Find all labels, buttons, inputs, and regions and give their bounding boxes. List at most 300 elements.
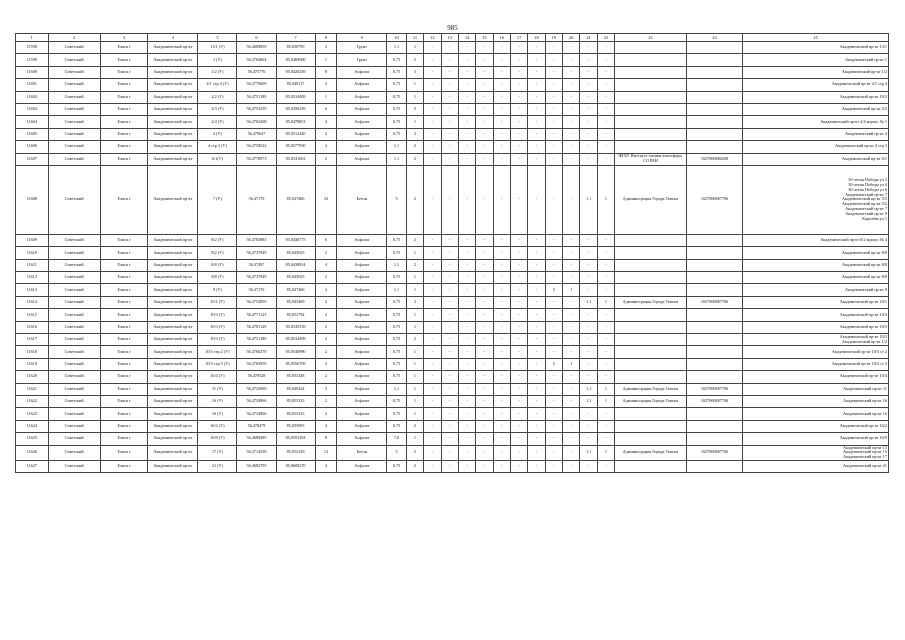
table-cell: - — [458, 395, 475, 407]
table-cell: 56,478479 — [237, 420, 276, 432]
table-cell: 1,1 — [580, 383, 597, 395]
table-cell: Асфальт — [337, 79, 387, 91]
table-cell: Академический пр-кт 8/8 — [743, 259, 889, 271]
table-cell: Академический пр-кт — [148, 259, 198, 271]
table-cell: - — [563, 296, 580, 308]
table-cell: 1 — [406, 371, 423, 383]
table-cell: Томск г — [100, 408, 148, 420]
table-cell: Томск г — [100, 272, 148, 284]
table-cell: 6 — [315, 234, 337, 246]
table-cell: 7 (У) — [198, 165, 237, 234]
table-cell: - — [597, 234, 614, 246]
table-cell: 2 — [315, 79, 337, 91]
table-cell: 85,052129 — [276, 445, 315, 460]
table-cell: - — [563, 321, 580, 333]
table-cell: 56,4682795 — [237, 461, 276, 473]
table-cell: - — [510, 461, 527, 473]
table-cell: 2 — [406, 128, 423, 140]
table-cell: 56,4764664 — [237, 54, 276, 66]
table-cell: - — [424, 128, 441, 140]
table-cell: 85,043469 — [276, 296, 315, 308]
table-cell: Грунт — [337, 54, 387, 66]
table-cell: 10/4 (У) — [198, 371, 237, 383]
table-cell: Академический пр-кт — [148, 141, 198, 153]
table-cell: Академический пр-кт — [148, 42, 198, 54]
table-cell: - — [597, 284, 614, 296]
table-cell: - — [597, 141, 614, 153]
table-cell: - — [597, 79, 614, 91]
table-cell — [615, 346, 687, 358]
table-cell — [615, 66, 687, 78]
table-cell: 2 — [315, 309, 337, 321]
table-cell: - — [493, 461, 510, 473]
table-cell: - — [493, 153, 510, 165]
table-cell: - — [528, 141, 545, 153]
table-cell: - — [424, 103, 441, 115]
table-cell: Академический пр-кт — [148, 284, 198, 296]
table-cell: Асфальт — [337, 296, 387, 308]
table-cell: - — [458, 321, 475, 333]
table-cell: - — [528, 321, 545, 333]
table-cell: 56,479627 — [237, 128, 276, 140]
table-cell: - — [563, 395, 580, 407]
table-cell: - — [476, 272, 493, 284]
table-cell: Академический пр-кт 10/3 — [743, 309, 889, 321]
table-cell: - — [458, 259, 475, 271]
table-cell: 56,4781129 — [237, 321, 276, 333]
table-cell: - — [424, 116, 441, 128]
table-cell: - — [545, 296, 562, 308]
table-cell: 0,75 — [387, 461, 407, 473]
table-cell: 85,049117 — [276, 79, 315, 91]
table-cell: 11605 — [16, 128, 49, 140]
address-line: Академический пр-кт 15 — [843, 449, 887, 455]
table-cell — [686, 334, 742, 346]
table-cell: - — [580, 54, 597, 66]
table-cell: 0,75 — [387, 79, 407, 91]
table-cell: - — [424, 334, 441, 346]
table-cell: - — [528, 128, 545, 140]
table-cell: - — [424, 358, 441, 370]
table-cell: 3 — [406, 66, 423, 78]
table-cell: 1,1 — [580, 445, 597, 460]
table-cell: 11603 — [16, 103, 49, 115]
table-cell: Томск г — [100, 247, 148, 259]
table-cell: Администрация Города Томска — [615, 445, 687, 460]
table-cell: - — [580, 103, 597, 115]
table-cell: - — [510, 321, 527, 333]
table-cell: - — [493, 66, 510, 78]
address-line: Королёва ул 1 — [862, 215, 887, 221]
table-cell: Советский — [48, 296, 100, 308]
table-cell: - — [476, 153, 493, 165]
table-cell: - — [424, 371, 441, 383]
table-row — [16, 358, 889, 370]
table-cell: - — [476, 395, 493, 407]
table-cell: 9 (У) — [198, 284, 237, 296]
registry-sheet — [15, 33, 889, 473]
table-cell: Асфальт — [337, 395, 387, 407]
table-cell: 1 (У) — [198, 54, 237, 66]
table-cell: - — [510, 346, 527, 358]
table-cell: - — [510, 153, 527, 165]
table-row — [16, 259, 889, 271]
table-cell — [743, 445, 889, 460]
table-cell: - — [458, 358, 475, 370]
table-cell: - — [580, 358, 597, 370]
table-cell: 1027000880268 — [686, 153, 742, 165]
table-cell: - — [424, 91, 441, 103]
table-cell: - — [510, 371, 527, 383]
table-cell: - — [441, 141, 458, 153]
table-cell: - — [441, 42, 458, 54]
table-cell: - — [493, 383, 510, 395]
table-cell: Академический пр-кт 21 — [743, 461, 889, 473]
table-cell: Советский — [48, 141, 100, 153]
table-cell: - — [545, 234, 562, 246]
table-cell: - — [545, 309, 562, 321]
table-cell — [615, 309, 687, 321]
table-cell: 1,1 — [580, 165, 597, 234]
table-cell: - — [441, 445, 458, 460]
table-cell: - — [441, 358, 458, 370]
table-cell: 56,4753239 — [237, 103, 276, 115]
table-row — [16, 165, 889, 234]
table-cell: - — [476, 116, 493, 128]
table-cell: Томск г — [100, 309, 148, 321]
table-cell: - — [545, 408, 562, 420]
table-cell: 1 — [406, 346, 423, 358]
table-cell: - — [528, 42, 545, 54]
table-cell: Советский — [48, 408, 100, 420]
table-cell: 4 — [315, 420, 337, 432]
table-cell: - — [476, 54, 493, 66]
table-cell: - — [510, 66, 527, 78]
table-cell: Академический пр-кт — [148, 445, 198, 460]
table-cell: 56,4765208 — [237, 116, 276, 128]
table-cell: - — [458, 54, 475, 66]
table-cell: 10/3 (У) — [198, 321, 237, 333]
table-cell: - — [441, 296, 458, 308]
table-cell: - — [510, 433, 527, 445]
table-cell: Академический пр-кт — [148, 395, 198, 407]
table-cell: - — [528, 461, 545, 473]
table-cell: - — [580, 141, 597, 153]
table-cell: - — [458, 91, 475, 103]
address-line: Академический пр-кт 3/3 — [841, 196, 887, 202]
table-cell: Академический пр-кт — [148, 334, 198, 346]
table-cell: - — [563, 309, 580, 321]
table-cell: - — [458, 42, 475, 54]
table-cell: - — [563, 91, 580, 103]
table-cell — [615, 141, 687, 153]
table-cell: - — [580, 116, 597, 128]
table-cell: 10/1 (У) — [198, 296, 237, 308]
table-cell: Академический пр-кт 11 — [743, 383, 889, 395]
table-cell: - — [563, 79, 580, 91]
table-cell: Советский — [48, 461, 100, 473]
table-cell: Асфальт — [337, 234, 387, 246]
table-cell: - — [597, 54, 614, 66]
table-cell: Советский — [48, 321, 100, 333]
table-cell: 56,47176 — [237, 165, 276, 234]
table-cell: - — [458, 296, 475, 308]
table-cell: 2/3 (У) — [198, 103, 237, 115]
table-cell: - — [510, 128, 527, 140]
table-cell: - — [528, 371, 545, 383]
table-cell: Томск г — [100, 420, 148, 432]
table-cell: - — [424, 445, 441, 460]
table-cell: 11606 — [16, 141, 49, 153]
table-cell: - — [493, 103, 510, 115]
table-cell: Советский — [48, 54, 100, 66]
table-cell: 1 — [406, 395, 423, 407]
table-cell: - — [476, 259, 493, 271]
table-cell: - — [580, 128, 597, 140]
table-cell: 2 — [406, 420, 423, 432]
table-cell: Академический пр-кт — [148, 408, 198, 420]
table-cell: - — [597, 461, 614, 473]
table-cell: Академический пр-кт — [148, 66, 198, 78]
table-row — [16, 153, 889, 165]
table-cell: - — [528, 103, 545, 115]
table-cell — [686, 259, 742, 271]
table-cell — [615, 461, 687, 473]
table-cell: - — [458, 272, 475, 284]
table-cell — [615, 284, 687, 296]
table-cell: Асфальт — [337, 91, 387, 103]
table-cell: Асфальт — [337, 259, 387, 271]
table-cell: Советский — [48, 79, 100, 91]
table-cell: 1 — [406, 272, 423, 284]
table-cell: Томск г — [100, 461, 148, 473]
table-cell: Томск г — [100, 358, 148, 370]
table-cell — [686, 128, 742, 140]
table-cell: - — [597, 371, 614, 383]
table-cell: 2 — [315, 321, 337, 333]
table-cell: 85,047466 — [276, 284, 315, 296]
table-cell: 2 — [315, 141, 337, 153]
table-cell: - — [580, 284, 597, 296]
table-row — [16, 445, 889, 460]
table-cell: Асфальт — [337, 408, 387, 420]
table-cell: - — [528, 309, 545, 321]
table-cell: - — [476, 103, 493, 115]
column-header: 13 — [441, 34, 458, 42]
table-cell: Томск г — [100, 66, 148, 78]
table-cell: - — [597, 128, 614, 140]
table-cell: - — [493, 141, 510, 153]
table-cell: 85,0436775 — [276, 234, 315, 246]
table-cell: Администрация Города Томска — [615, 383, 687, 395]
table-row — [16, 79, 889, 91]
table-cell: Академический пр-кт — [148, 153, 198, 165]
table-cell: - — [563, 247, 580, 259]
table-cell: - — [545, 461, 562, 473]
table-cell: 1,1 — [387, 259, 407, 271]
table-cell: Томск г — [100, 103, 148, 115]
table-cell: 3 — [315, 383, 337, 395]
table-cell: 85,0534409 — [276, 91, 315, 103]
table-cell: Советский — [48, 165, 100, 234]
table-row — [16, 103, 889, 115]
table-cell: - — [458, 383, 475, 395]
table-row — [16, 383, 889, 395]
table-cell: Академический пр-кт 6/1 — [743, 153, 889, 165]
table-cell: 2/4 (У) — [198, 116, 237, 128]
column-header: 17 — [510, 34, 527, 42]
table-cell: - — [424, 54, 441, 66]
table-cell: Асфальт — [337, 66, 387, 78]
table-row — [16, 128, 889, 140]
table-cell: 85,0591594 — [276, 433, 315, 445]
table-cell: 11610 — [16, 247, 49, 259]
table-row — [16, 141, 889, 153]
column-header: 15 — [476, 34, 493, 42]
table-cell: - — [458, 309, 475, 321]
table-cell: - — [493, 346, 510, 358]
table-cell — [615, 234, 687, 246]
table-cell: 85,053333 — [276, 395, 315, 407]
table-cell: 4 — [315, 259, 337, 271]
table-cell: 2 — [406, 141, 423, 153]
table-cell: - — [476, 165, 493, 234]
table-cell: 11626 — [16, 445, 49, 460]
table-cell: Томск г — [100, 165, 148, 234]
table-cell: Советский — [48, 272, 100, 284]
table-cell: - — [510, 284, 527, 296]
table-cell: - — [441, 420, 458, 432]
table-cell: - — [528, 234, 545, 246]
table-cell: 85,0545539 — [276, 321, 315, 333]
table-cell: - — [545, 346, 562, 358]
table-cell: - — [424, 234, 441, 246]
table-cell: 56,4765959 — [237, 358, 276, 370]
table-cell: - — [493, 433, 510, 445]
table-cell: - — [424, 383, 441, 395]
table-cell: - — [545, 116, 562, 128]
table-cell: - — [476, 321, 493, 333]
table-cell: - — [563, 420, 580, 432]
table-cell: Советский — [48, 284, 100, 296]
table-cell — [615, 91, 687, 103]
table-cell: Академический пр-кт 8/8 — [743, 247, 889, 259]
address-line: Академический пр-кт 17 — [843, 454, 887, 460]
table-cell: - — [545, 141, 562, 153]
table-cell: Академический пр-кт 2/3 — [743, 103, 889, 115]
table-cell: - — [441, 128, 458, 140]
table-cell: - — [476, 284, 493, 296]
column-header: 6 — [237, 34, 276, 42]
table-cell: 56,4783883 — [237, 234, 276, 246]
table-cell: Академический пр-кт 2/1 стр 4 — [743, 79, 889, 91]
table-cell: - — [510, 334, 527, 346]
table-cell: 1 — [406, 408, 423, 420]
table-cell: - — [493, 408, 510, 420]
address-line: Академический пр-кт 3/2 — [841, 201, 887, 207]
table-cell — [615, 259, 687, 271]
table-cell: 85,0456239 — [276, 103, 315, 115]
table-cell: Советский — [48, 395, 100, 407]
table-row — [16, 395, 889, 407]
table-cell: - — [441, 461, 458, 473]
table-cell: Академический пр-кт 9 — [743, 284, 889, 296]
table-cell: 4 стр 3 (У) — [198, 141, 237, 153]
table-cell: Асфальт — [337, 334, 387, 346]
table-cell: - — [458, 66, 475, 78]
table-cell: 56,4779609 — [237, 79, 276, 91]
table-cell: - — [441, 54, 458, 66]
table-cell: - — [458, 116, 475, 128]
table-cell: 11627 — [16, 461, 49, 473]
table-cell: Асфальт — [337, 247, 387, 259]
table-cell: 56,4737949 — [237, 247, 276, 259]
table-cell: Советский — [48, 420, 100, 432]
table-cell: 1,1 — [387, 383, 407, 395]
table-cell: 16/2 (У) — [198, 420, 237, 432]
table-cell: Администрация Города Томска — [615, 296, 687, 308]
table-cell: 56,4737949 — [237, 272, 276, 284]
table-cell: - — [441, 259, 458, 271]
table-cell: - — [493, 420, 510, 432]
table-cell: 2 — [406, 153, 423, 165]
table-cell: - — [441, 321, 458, 333]
table-cell: - — [493, 259, 510, 271]
table-cell: 2 — [315, 153, 337, 165]
table-cell: - — [476, 358, 493, 370]
table-cell: - — [441, 91, 458, 103]
table-cell: 0,75 — [387, 420, 407, 432]
table-cell: - — [580, 309, 597, 321]
table-row — [16, 54, 889, 66]
table-cell — [615, 321, 687, 333]
table-cell: - — [424, 408, 441, 420]
table-cell: - — [580, 259, 597, 271]
table-cell: - — [528, 334, 545, 346]
table-cell: 0,75 — [387, 309, 407, 321]
table-cell: - — [597, 358, 614, 370]
table-cell: - — [510, 103, 527, 115]
table-cell: Асфальт — [337, 433, 387, 445]
table-cell: - — [545, 383, 562, 395]
table-cell: 85,0534409 — [276, 334, 315, 346]
column-header: 22 — [597, 34, 614, 42]
table-cell: 2 — [406, 165, 423, 234]
table-row — [16, 91, 889, 103]
table-cell — [615, 408, 687, 420]
table-cell: 1 — [406, 79, 423, 91]
table-cell: - — [510, 383, 527, 395]
table-cell: Асфальт — [337, 346, 387, 358]
table-cell: 56,4734966 — [237, 408, 276, 420]
column-header: 2 — [48, 34, 100, 42]
table-cell: - — [563, 272, 580, 284]
table-cell: 0,75 — [387, 296, 407, 308]
table-cell: - — [580, 371, 597, 383]
table-cell: 5 — [545, 284, 562, 296]
table-cell: - — [580, 91, 597, 103]
table-cell: Томск г — [100, 334, 148, 346]
table-cell: - — [458, 461, 475, 473]
table-cell: - — [458, 420, 475, 432]
table-cell: Академический пр-кт — [148, 346, 198, 358]
table-cell: - — [545, 395, 562, 407]
table-cell: Асфальт — [337, 272, 387, 284]
table-cell: Бетон — [337, 165, 387, 234]
table-cell: 1 — [406, 284, 423, 296]
column-header: 19 — [545, 34, 562, 42]
table-cell: 0,75 — [387, 128, 407, 140]
